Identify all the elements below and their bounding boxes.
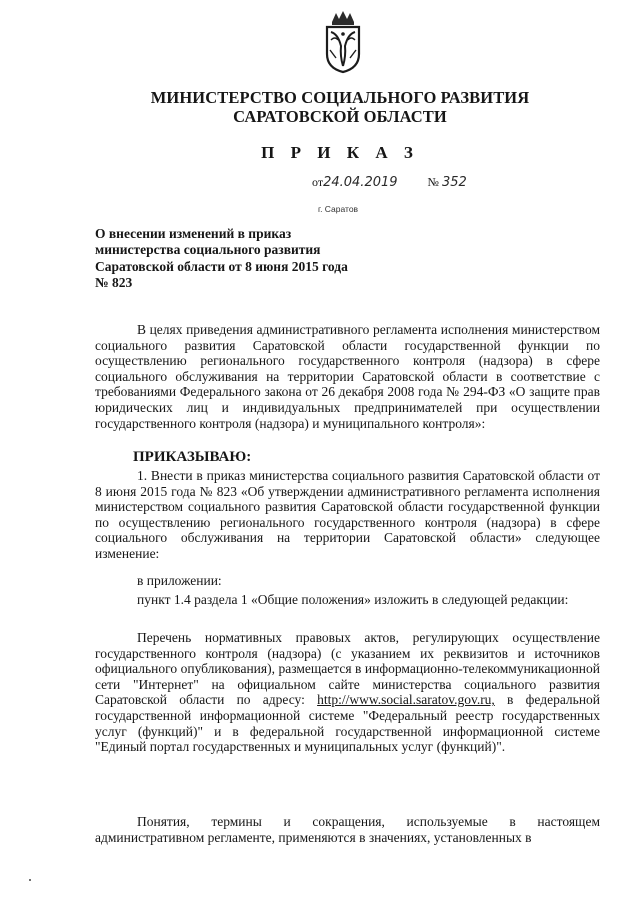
- subject-line-2: министерства социального развития: [95, 242, 321, 258]
- order-date-number: [312, 175, 467, 190]
- subject-line-3: Саратовской области от 8 июня 2015 года: [95, 258, 348, 274]
- ministry-website-link[interactable]: http://www.social.saratov.gov.ru,: [317, 692, 495, 708]
- order-date: 24.04.2019: [323, 175, 398, 190]
- point-paragraph: пункт 1.4 раздела 1 «Общие положения» изложить в следующей редакции:: [137, 592, 569, 607]
- coat-of-arms-icon: [318, 10, 368, 74]
- appendix-line: в приложении:: [137, 573, 222, 588]
- subject-line-4: № 823: [95, 274, 133, 290]
- number-prefix: №: [427, 175, 439, 189]
- order-subject: [95, 226, 425, 291]
- order-number: 352: [441, 175, 467, 190]
- quote-after-link: в федеральной государственной информационной системе "Федеральный реестр государственных услуг (функций)" и в федеральной государственной информационной системе "Единый портал государственных и муниципальных услуг (функций)".: [95, 692, 601, 755]
- quote-paragraph: [95, 630, 600, 755]
- preamble-paragraph: В целях приведения административного регламента исполнения министерством социального развития Саратовской области государственной функции по осуществлению регионального государственного контроля (надзора) в сфере социального обслуживания на территории Саратовской области в соответствие с требованиями Федерального закона от 26 декабря 2008 года № 294-ФЗ «О защите прав юридических лиц и индивидуальных предпринимателей при осуществлении государственного контроля (надзора) и муниципального контроля»:: [95, 322, 600, 431]
- terms-paragraph: Понятия, термины и сокращения, используемые в настоящем административном регламенте, применяются в значениях, установленных в: [95, 814, 600, 845]
- item-1-paragraph: 1. Внести в приказ министерства социального развития Саратовской области от 8 июня 2015 года № 823 «Об утверждении административного регламента исполнения министерством социального развития Саратовской области государственной функции по осуществлению регионального государственного контроля (надзора) в сфере социального обслуживания на территории Саратовской области» следующее изменение:: [95, 468, 600, 561]
- scan-speck: [29, 879, 31, 881]
- quote-before-link: Перечень нормативных правовых актов, регулирующих осуществление государственного контроля (надзора) (с указанием их реквизитов и источников официального опубликования), размещается в информационно-телекоммуникационной сети "Интернет" на официальном сайте министерства социального развития Саратовской области по адресу:: [95, 630, 600, 708]
- city: г. Саратов: [318, 204, 359, 214]
- decree-heading: ПРИКАЗЫВАЮ:: [133, 449, 252, 465]
- subject-line-1: О внесении изменений в приказ: [95, 226, 292, 241]
- order-title: П Р И К А З: [261, 143, 419, 162]
- date-prefix: от: [312, 175, 324, 189]
- ministry-name-line-1: МИНИСТЕРСТВО СОЦИАЛЬНОГО РАЗВИТИЯ: [150, 88, 530, 107]
- ministry-name-line-2: САРАТОВСКОЙ ОБЛАСТИ: [233, 107, 447, 126]
